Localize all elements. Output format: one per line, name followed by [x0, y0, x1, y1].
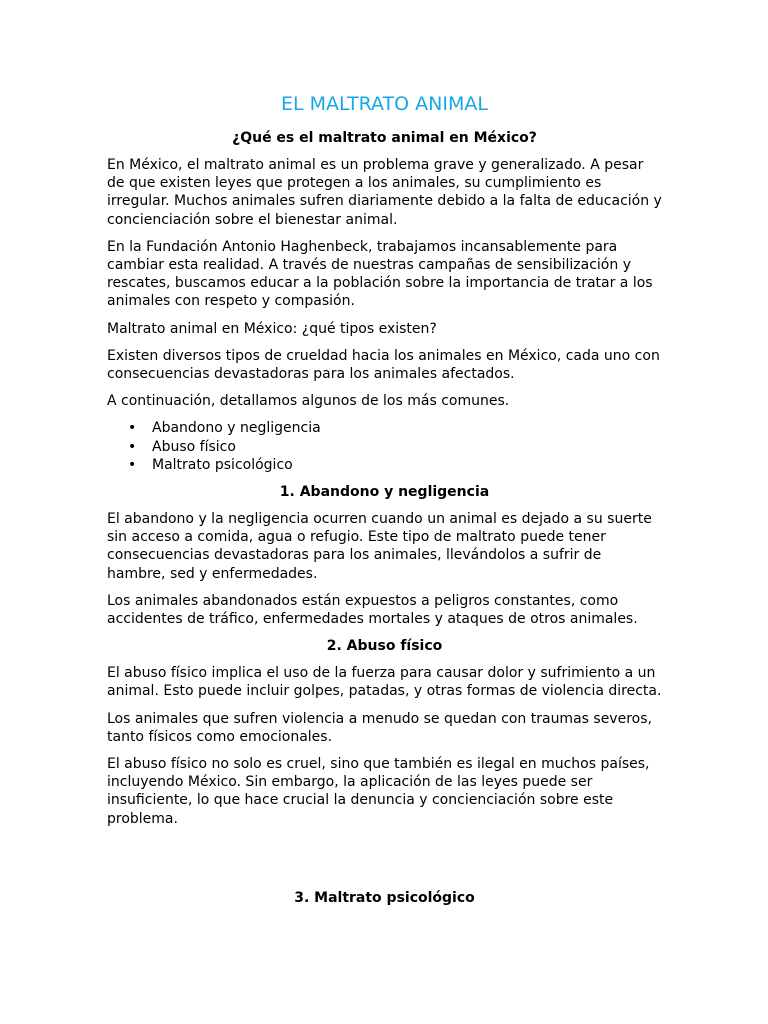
paragraph-section-1-2: Los animales abandonados están expuestos a peligros constantes, como accidentes de tráfico, enfermedades mortales y ataques de otros animales. [107, 592, 638, 628]
paragraph-intro-2: En la Fundación Antonio Haghenbeck, trabajamos incansablemente para cambiar esta realidad. A través de nuestras campañas de sensibilización y rescates, buscamos educar a la población sobre la importancia de tratar a los animales con respeto y compasión. [107, 238, 653, 310]
list-item-label: Abandono y negligencia [152, 420, 321, 437]
paragraph-types-question: Maltrato animal en México: ¿qué tipos existen? [107, 320, 437, 337]
list-item-label: Maltrato psicológico [152, 456, 293, 473]
paragraph-section-2-3: El abuso físico no solo es cruel, sino que también es ilegal en muchos países, incluyendo México. Sin embargo, la aplicación de las leyes puede ser insuficiente, lo que hace crucial la denuncia y concienciación sobre este problema. [107, 756, 650, 827]
document-body [107, 92, 662, 916]
list-item [107, 419, 662, 437]
heading-intro: ¿Qué es el maltrato animal en México? [232, 130, 537, 146]
paragraph-types-intro: Existen diversos tipos de crueldad hacia los animales en México, cada uno con consecuencias devastadoras para los animales afectados. [107, 347, 660, 383]
list-item-label: Abuso físico [152, 438, 236, 455]
heading-section-3: 3. Maltrato psicológico [294, 889, 475, 906]
heading-section-1: 1. Abandono y negligencia [279, 484, 490, 501]
list-item [107, 456, 662, 474]
bullet-icon: • [128, 420, 137, 437]
paragraph-intro-1: En México, el maltrato animal es un problema grave y generalizado. A pesar de que existen leyes que protegen a los animales, su cumplimiento es irregular. Muchos animales sufren diariamente debido a la falta de educación y concienciación sobre el bienestar animal. [107, 157, 662, 228]
types-list [107, 419, 662, 474]
paragraph-section-1-1: El abandono y la negligencia ocurren cuando un animal es dejado a su suerte sin acceso a comida, agua o refugio. Este tipo de maltrato puede tener consecuencias devastadoras para los animales, llevándolos a sufrir de hambre, sed y enfermedades. [107, 511, 652, 582]
document-title: EL MALTRATO ANIMAL [281, 93, 488, 115]
heading-section-2: 2. Abuso físico [326, 638, 443, 655]
list-item [107, 438, 662, 456]
bullet-icon: • [128, 456, 137, 473]
paragraph-section-2-1: El abuso físico implica el uso de la fuerza para causar dolor y sufrimiento a un animal. Esto puede incluir golpes, patadas, y otras formas de violencia directa. [107, 665, 662, 700]
paragraph-list-intro: A continuación, detallamos algunos de los más comunes. [107, 393, 510, 410]
paragraph-section-2-2: Los animales que sufren violencia a menudo se quedan con traumas severos, tanto físicos como emocionales. [107, 710, 652, 745]
bullet-icon: • [128, 438, 137, 455]
blank-space [107, 837, 662, 889]
